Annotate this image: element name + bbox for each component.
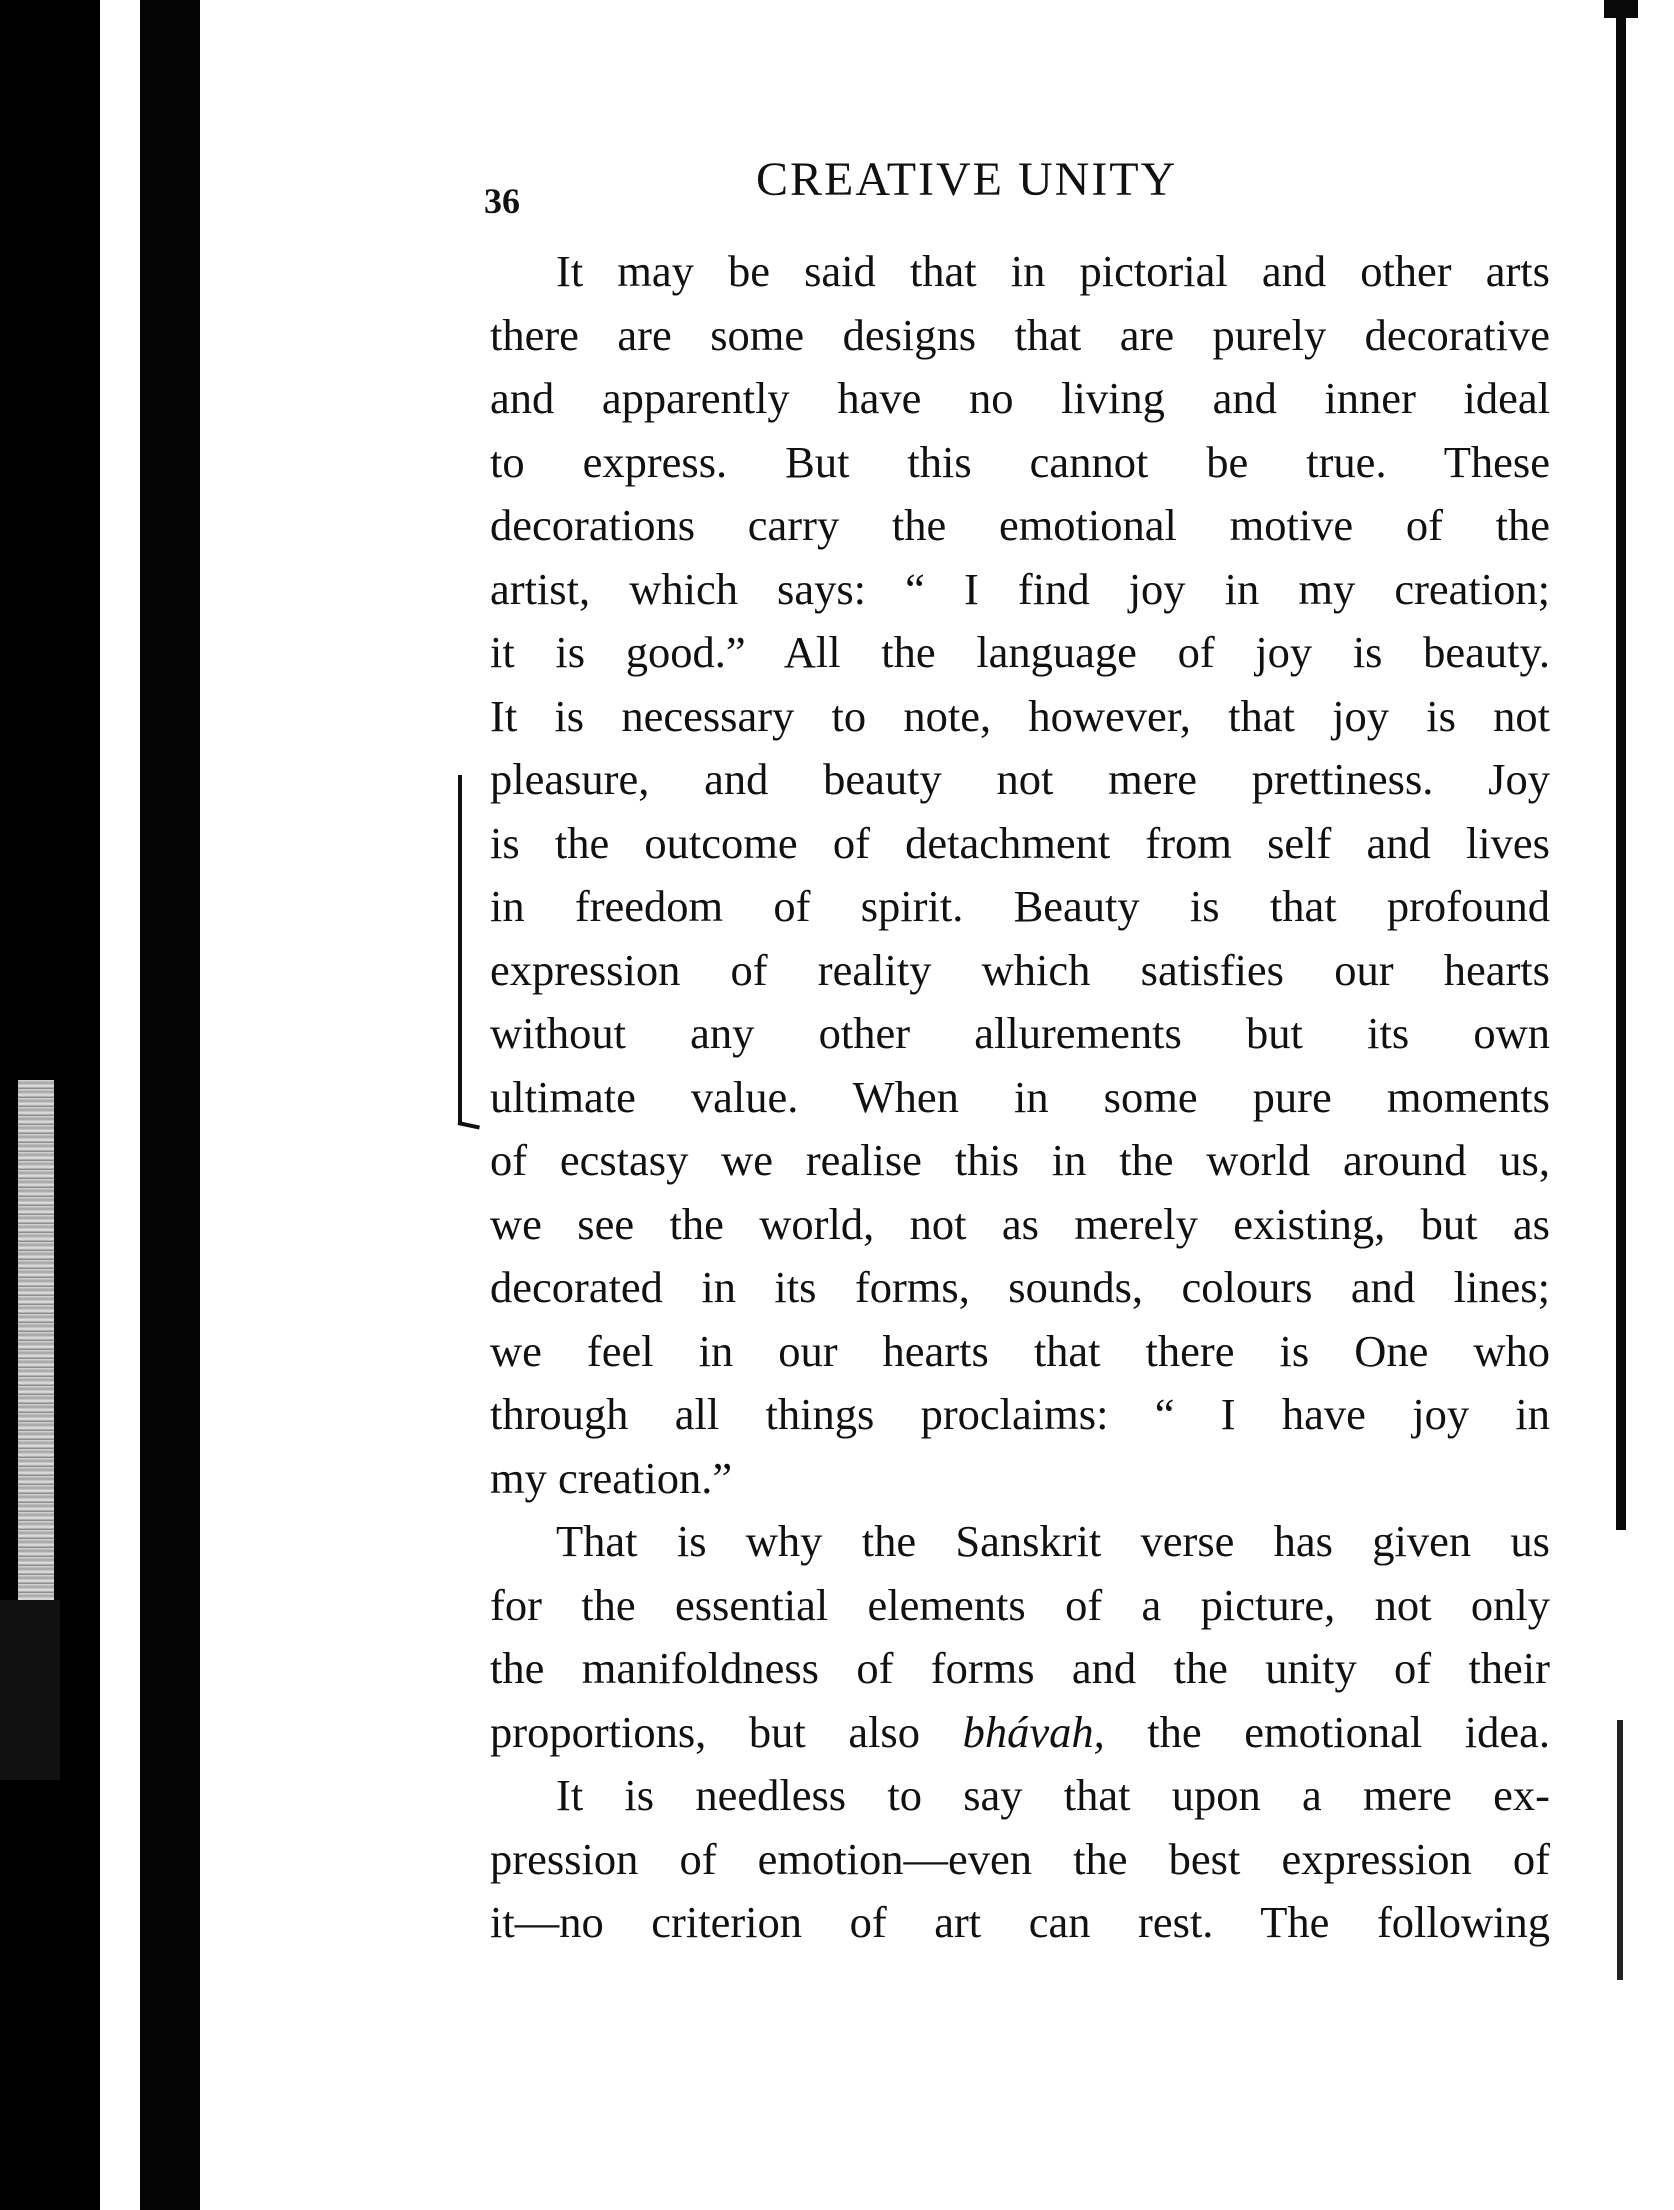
running-title: CREATIVE UNITY (756, 153, 1178, 206)
text-line: It may be said that in pictorial and other arts (556, 246, 1550, 296)
text-line: artist, which says: “ I find joy in my creation; (490, 563, 1550, 614)
right-edge-rule-lower (1617, 1720, 1623, 1980)
text-line: we feel in our hearts that there is One who (490, 1325, 1550, 1376)
scan-artifact-lower (0, 1600, 60, 1780)
text-line: in freedom of spirit. Beauty is that profound (490, 881, 1550, 931)
scan-artifact (18, 1080, 54, 1600)
margin-mark (458, 775, 462, 1125)
body-text (490, 240, 1550, 1955)
text-line: expression of reality which satisfies our hearts (490, 944, 1550, 995)
text-line: for the essential elements of a picture, not only (490, 1579, 1550, 1630)
text-line: decorated in its forms, sounds, colours and lines; (490, 1262, 1550, 1312)
text-line: pression of emotion—even the best expression of (490, 1833, 1550, 1884)
text-line: my creation.” (490, 1452, 733, 1503)
text-line: ultimate value. When in some pure moments (490, 1071, 1550, 1122)
page-header (478, 150, 1568, 220)
italic-term: bhávah, (962, 1706, 1105, 1757)
text-line: That is why the Sanskrit verse has given us (556, 1516, 1550, 1566)
text-line: through all things proclaims: “ I have joy in (490, 1389, 1550, 1439)
text-line: it is good.” All the language of joy is beauty. (490, 627, 1550, 677)
page-number: 36 (484, 181, 520, 221)
text-line: it—no criterion of art can rest. The following (490, 1897, 1550, 1947)
text-line: is the outcome of detachment from self and lives (490, 817, 1550, 868)
text-line: without any other allurements but its own (490, 1008, 1550, 1058)
text-line: there are some designs that are purely decorative (490, 309, 1550, 360)
text-line: we see the world, not as merely existing, but as (490, 1198, 1550, 1249)
text-segment: proportions, but also (490, 1706, 920, 1757)
text-line: of ecstasy we realise this in the world around us, (490, 1135, 1550, 1185)
text-line: It is necessary to note, however, that joy is not (490, 690, 1550, 741)
margin-mark-foot (458, 1121, 480, 1129)
text-segment: the emotional idea. (1147, 1706, 1551, 1757)
right-edge-rule (1616, 0, 1626, 1530)
text-line: and apparently have no living and inner ideal (490, 373, 1550, 423)
text-line: the manifoldness of forms and the unity of their (490, 1643, 1550, 1693)
text-line: It is needless to say that upon a mere ex- (556, 1770, 1550, 1820)
binding-gap (100, 0, 140, 2210)
text-line-mixed (490, 1701, 1550, 1765)
text-line: to express. But this cannot be true. These (490, 436, 1550, 487)
text-line: decorations carry the emotional motive of the (490, 500, 1550, 550)
binding-edge (140, 0, 200, 2210)
text-line: pleasure, and beauty not mere prettiness. Joy (490, 754, 1550, 804)
